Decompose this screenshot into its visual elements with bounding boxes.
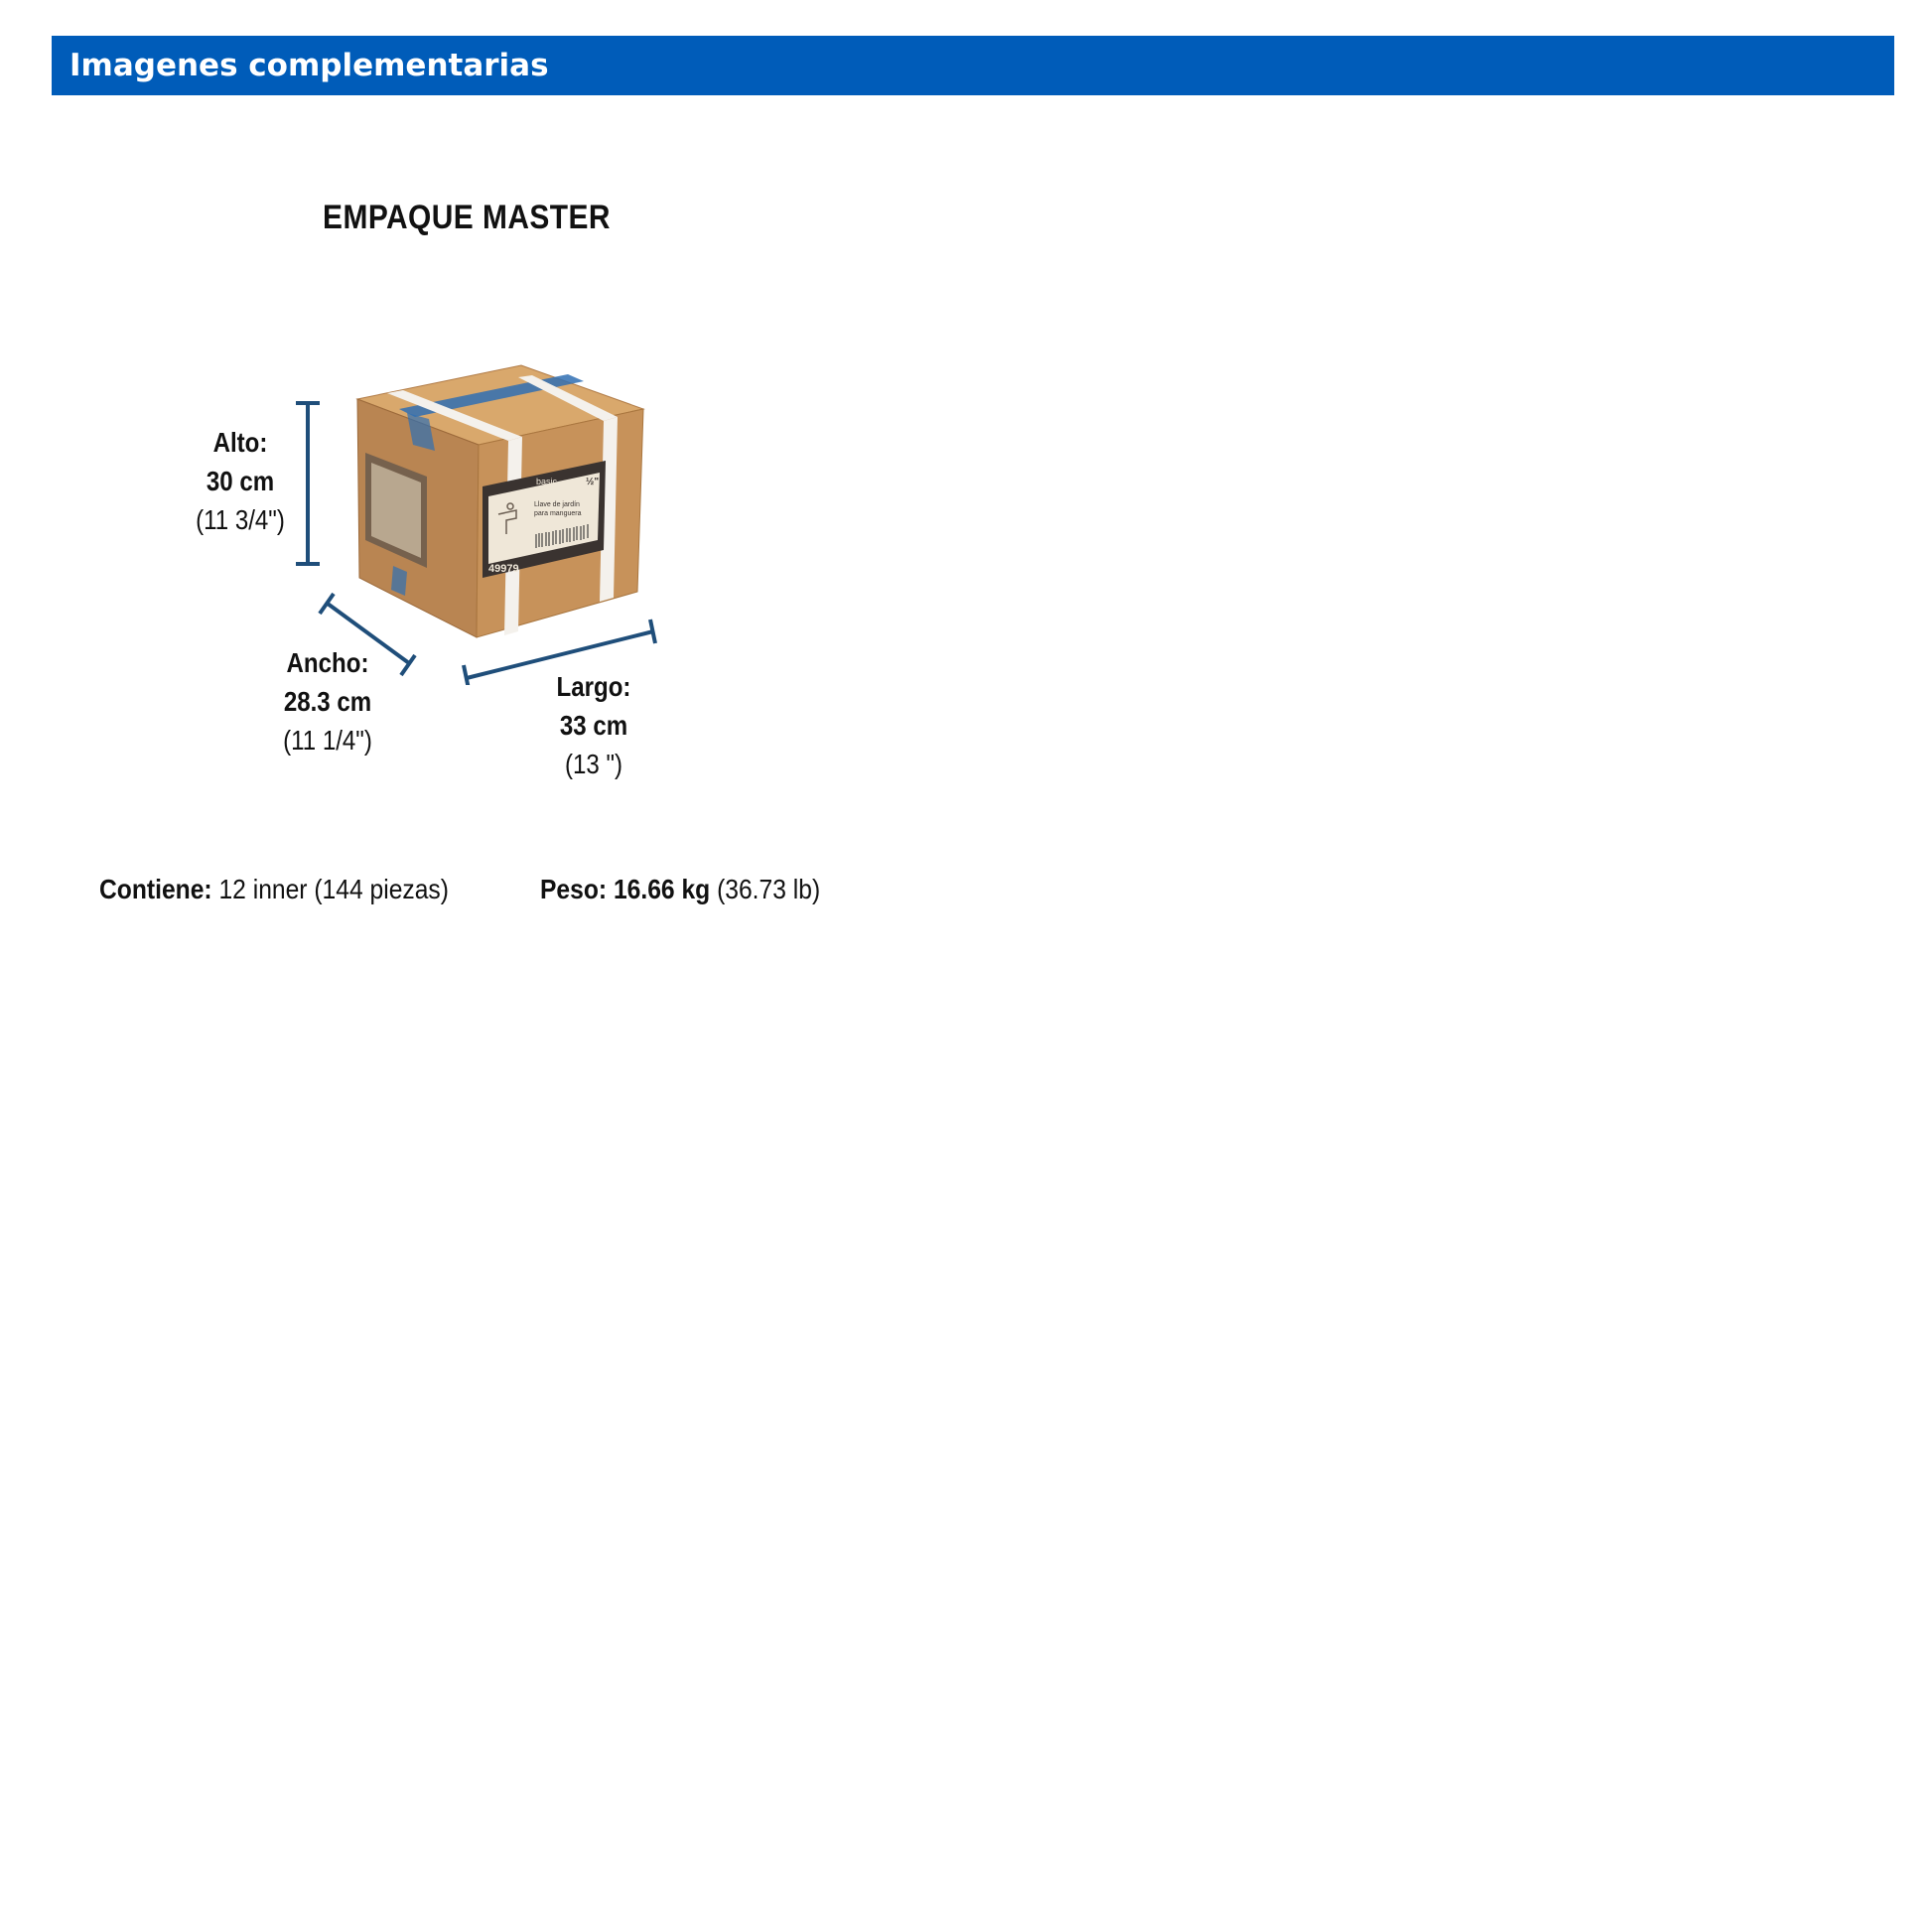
- peso-label: Peso:: [540, 874, 608, 904]
- contiene-label: Contiene:: [99, 874, 212, 904]
- box-label-product-2: para manguera: [534, 510, 582, 517]
- header-bar: [52, 36, 1894, 95]
- peso-summary: [540, 874, 820, 905]
- ancho-metric: 28.3 cm: [283, 686, 372, 717]
- ancho-title: Ancho:: [286, 647, 369, 678]
- alto-label: [181, 423, 300, 539]
- ancho-label: [268, 643, 387, 759]
- section-title: EMPAQUE MASTER: [323, 199, 611, 236]
- contiene-summary: [99, 874, 449, 905]
- largo-label: [534, 667, 653, 783]
- largo-imperial: (13 "): [564, 749, 623, 779]
- largo-title: Largo:: [556, 671, 631, 702]
- largo-metric: 33 cm: [559, 710, 628, 741]
- ancho-imperial: (11 1/4"): [283, 725, 372, 756]
- box-label-product-1: Llave de jardín: [534, 501, 580, 508]
- alto-metric: 30 cm: [206, 466, 275, 496]
- box-label-code: 49979: [488, 563, 519, 575]
- peso-metric: 16.66 kg: [613, 874, 711, 904]
- alto-title: Alto:: [212, 427, 268, 458]
- alto-imperial: (11 3/4"): [196, 504, 285, 535]
- box-label-brand: basic: [536, 477, 558, 486]
- contiene-value: 12 inner (144 piezas): [218, 874, 449, 904]
- box-label-size: ½": [586, 477, 600, 487]
- header-title: Imagenes complementarias: [69, 48, 549, 83]
- peso-imperial: (36.73 lb): [717, 874, 821, 904]
